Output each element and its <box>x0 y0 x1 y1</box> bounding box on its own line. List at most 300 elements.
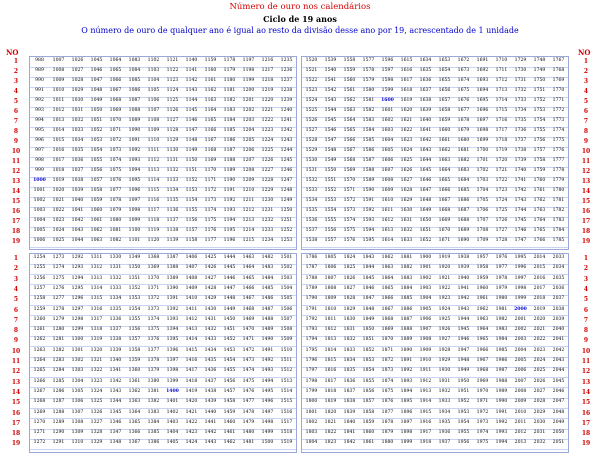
year-cell: 1754 <box>533 118 546 123</box>
year-cell: 2031 <box>533 430 546 436</box>
golden-number-label: 5 <box>13 296 19 304</box>
year-cell: 1308 <box>71 419 84 425</box>
year-cell: 1192 <box>223 198 236 203</box>
golden-number-label: 10 <box>581 347 591 355</box>
year-cell: 1068 <box>109 98 122 103</box>
year-cell: 1743 <box>514 198 527 203</box>
year-cell: 1896 <box>400 409 413 415</box>
year-cell: 1125 <box>166 98 179 103</box>
year-cell: 1486 <box>261 296 274 302</box>
year-cell: 1397 <box>166 358 179 363</box>
year-cell: 1074 <box>109 158 122 163</box>
year-cell: 1885 <box>400 296 413 302</box>
year-cell: 1650 <box>419 218 432 223</box>
year-cell: 2006 <box>514 368 527 374</box>
year-cell: 1201 <box>242 98 255 103</box>
year-cell: 1543 <box>324 98 337 103</box>
year-cell: 1674 <box>457 78 470 83</box>
year-cell: 1774 <box>552 128 565 133</box>
year-cell: 1946 <box>457 337 470 343</box>
year-cell: 1842 <box>343 440 356 446</box>
year-cell: 1915 <box>419 409 432 415</box>
year-cell: 1442 <box>204 430 217 436</box>
year-cell: 1936 <box>438 430 451 436</box>
year-cell: 1392 <box>166 306 179 312</box>
year-cell: 1119 <box>147 228 160 233</box>
golden-number-label: 16 <box>581 208 591 215</box>
year-cell: 1882 <box>400 265 413 271</box>
year-cell: 1267 <box>33 388 46 394</box>
year-cell: 1248 <box>280 188 293 193</box>
year-cell: 1651 <box>419 228 432 233</box>
golden-number-label: 13 <box>11 378 21 386</box>
year-cell: 1009 <box>52 78 65 83</box>
year-cell: 1744 <box>514 208 527 213</box>
year-cell: 1887 <box>400 316 413 322</box>
year-cell: 1519 <box>280 440 293 446</box>
year-cell: 1438 <box>204 388 217 394</box>
golden-number-label: 18 <box>11 228 21 235</box>
year-cell: 1383 <box>147 409 160 415</box>
year-cell: 2033 <box>552 255 565 260</box>
year-cell: 1025 <box>52 238 65 243</box>
year-cell: 1973 <box>476 419 489 425</box>
year-cell: 2027 <box>533 388 546 394</box>
year-cell: 1310 <box>71 440 84 446</box>
year-cell: 1954 <box>457 419 470 425</box>
year-cell: 1829 <box>343 306 356 312</box>
year-cell: 1454 <box>223 358 236 363</box>
year-cell: 1408 <box>185 275 198 281</box>
year-cell: 1023 <box>52 218 65 223</box>
year-cell: 1703 <box>476 178 489 183</box>
year-cell: 988 <box>35 58 44 63</box>
year-cell: 1614 <box>381 238 394 243</box>
year-cell: 1605 <box>381 148 394 153</box>
year-cell: 1348 <box>109 440 122 446</box>
year-grid-lower-left <box>30 255 296 451</box>
year-cell: 1459 <box>223 409 236 415</box>
golden-number-label: 16 <box>11 409 21 417</box>
year-cell: 1352 <box>128 285 141 291</box>
row-divider <box>30 147 296 148</box>
year-cell: 1747 <box>514 238 527 243</box>
golden-number-label: 19 <box>11 440 21 448</box>
year-cell: 1368 <box>147 255 160 260</box>
year-cell: 1466 <box>242 285 255 291</box>
year-cell: 1537 <box>305 228 318 233</box>
year-cell: 1510 <box>280 347 293 353</box>
year-cell: 1788 <box>305 275 318 281</box>
year-cell: 1050 <box>90 108 103 113</box>
year-cell: 1964 <box>476 327 489 333</box>
year-cell: 1613 <box>381 228 394 233</box>
year-cell: 1004 <box>33 218 46 223</box>
year-cell: 1075 <box>109 168 122 173</box>
year-cell: 1039 <box>71 188 84 193</box>
year-cell: 1528 <box>305 138 318 143</box>
year-cell: 1962 <box>476 306 489 312</box>
year-cell: 1109 <box>147 128 160 133</box>
row-divider <box>30 247 296 248</box>
year-cell: 1014 <box>52 128 65 133</box>
year-cell: 1806 <box>324 265 337 271</box>
year-cell: 1153 <box>185 188 198 193</box>
year-cell: 1732 <box>514 88 527 93</box>
golden-number-label: 3 <box>13 78 19 85</box>
year-cell: 1070 <box>109 118 122 123</box>
year-cell: 1169 <box>204 158 217 163</box>
year-cell: 1839 <box>343 409 356 415</box>
year-cell: 1493 <box>261 368 274 374</box>
year-cell: 1180 <box>223 78 236 83</box>
year-cell: 1567 <box>343 148 356 153</box>
year-cell: 1872 <box>381 358 394 363</box>
year-cell: 1746 <box>514 228 527 233</box>
year-cell: 996 <box>35 138 44 143</box>
year-cell: 1850 <box>362 327 375 333</box>
year-grid-lower-right <box>302 255 568 451</box>
year-cell: 1191 <box>223 188 236 193</box>
year-cell: 1363 <box>128 399 141 405</box>
year-cell: 1259 <box>33 306 46 312</box>
year-cell: 1104 <box>147 78 160 83</box>
year-cell: 1123 <box>166 78 179 83</box>
year-cell: 1891 <box>400 358 413 363</box>
year-cell: 1583 <box>362 118 375 123</box>
year-cell: 1311 <box>90 255 103 260</box>
year-cell: 1809 <box>324 296 337 302</box>
year-cell: 1606 <box>381 158 394 163</box>
year-cell: 1231 <box>261 208 274 213</box>
row-divider <box>302 449 568 450</box>
golden-number-label: 2 <box>583 265 589 273</box>
year-cell: 1314 <box>90 285 103 291</box>
year-cell: 1340 <box>109 358 122 363</box>
year-cell: 1686 <box>457 198 470 203</box>
year-cell: 1491 <box>261 347 274 353</box>
year-cell: 1920 <box>438 265 451 271</box>
golden-number-label: 14 <box>581 388 591 396</box>
year-cell: 1857 <box>362 399 375 405</box>
year-cell: 1874 <box>381 378 394 384</box>
row-divider <box>302 77 568 78</box>
year-cell: 1343 <box>109 388 122 394</box>
year-cell: 1661 <box>438 138 451 143</box>
year-cell: 1869 <box>381 327 394 333</box>
year-cell: 1274 <box>52 265 65 271</box>
year-cell: 1607 <box>381 168 394 173</box>
year-cell: 1988 <box>495 378 508 384</box>
row-divider <box>30 408 296 409</box>
row-divider <box>30 137 296 138</box>
year-cell: 1846 <box>362 285 375 291</box>
year-cell: 1582 <box>362 108 375 113</box>
year-cell: 1708 <box>476 228 489 233</box>
year-cell: 1296 <box>71 296 84 302</box>
year-cell: 1736 <box>514 128 527 133</box>
year-cell: 1521 <box>305 68 318 73</box>
year-cell: 1422 <box>185 419 198 425</box>
year-cell: 1457 <box>223 388 236 394</box>
year-cell: 1419 <box>185 388 198 394</box>
year-cell: 1580 <box>362 88 375 93</box>
year-cell: 1634 <box>419 58 432 63</box>
golden-number-label: 15 <box>11 399 21 407</box>
year-cell: 1781 <box>552 198 565 203</box>
year-cell: 1769 <box>552 78 565 83</box>
year-cell: 1490 <box>261 337 274 343</box>
year-cell: 1727 <box>495 228 508 233</box>
year-cell: 1972 <box>476 409 489 415</box>
year-cell: 1638 <box>419 98 432 103</box>
year-cell: 1680 <box>457 138 470 143</box>
year-cell: 1402 <box>166 409 179 415</box>
golden-number-label: 11 <box>581 158 591 165</box>
year-cell: 2019 <box>533 306 546 312</box>
year-cell: 1406 <box>185 255 198 260</box>
year-cell: 1425 <box>204 255 217 260</box>
year-cell: 1919 <box>438 255 451 260</box>
year-cell: 1817 <box>324 378 337 384</box>
year-cell: 1796 <box>305 358 318 363</box>
row-divider <box>302 237 568 238</box>
year-cell: 1092 <box>128 148 141 153</box>
year-cell: 1007 <box>52 58 65 63</box>
golden-number-label: 2 <box>583 68 589 75</box>
year-cell: 1989 <box>495 388 508 394</box>
year-cell: 1831 <box>343 327 356 333</box>
year-cell: 1481 <box>242 440 255 446</box>
year-cell: 1209 <box>242 178 255 183</box>
year-cell: 1712 <box>495 78 508 83</box>
year-cell: 994 <box>35 118 44 123</box>
year-cell: 1538 <box>305 238 318 243</box>
year-cell: 1238 <box>280 88 293 93</box>
golden-number-label: 14 <box>11 188 21 195</box>
year-cell: 1404 <box>166 430 179 436</box>
year-cell: 1616 <box>400 68 413 73</box>
year-cell: 1894 <box>400 388 413 394</box>
year-cell: 1740 <box>514 168 527 173</box>
year-cell: 1379 <box>147 368 160 374</box>
year-cell: 1499 <box>261 430 274 436</box>
golden-number-label: 5 <box>13 98 19 105</box>
golden-number-label: 6 <box>583 108 589 115</box>
golden-number-label: 15 <box>581 198 591 205</box>
year-cell: 1782 <box>552 208 565 213</box>
year-cell: 1628 <box>400 188 413 193</box>
year-cell: 1335 <box>109 306 122 312</box>
year-cell: 1049 <box>90 98 103 103</box>
year-cell: 1909 <box>419 347 432 353</box>
year-cell: 1139 <box>166 238 179 243</box>
year-cell: 1067 <box>109 88 122 93</box>
golden-number-label: 11 <box>11 358 21 365</box>
year-cell: 1619 <box>400 98 413 103</box>
year-cell: 1286 <box>52 388 65 394</box>
year-cell: 2034 <box>552 265 565 271</box>
year-cell: 1170 <box>204 168 217 173</box>
year-cell: 1652 <box>419 238 432 243</box>
row-divider <box>302 127 568 128</box>
row-divider <box>302 177 568 178</box>
year-cell: 1414 <box>185 337 198 343</box>
year-cell: 1785 <box>552 238 565 243</box>
year-cell: 1072 <box>109 138 122 143</box>
year-cell: 1591 <box>362 198 375 203</box>
year-cell: 1598 <box>381 78 394 83</box>
year-cell: 1939 <box>457 265 470 271</box>
year-cell: 1602 <box>381 118 394 123</box>
row-divider <box>30 377 296 378</box>
year-cell: 1623 <box>400 138 413 143</box>
golden-number-label: 12 <box>581 368 591 376</box>
year-cell: 1210 <box>242 188 255 193</box>
year-cell: 1670 <box>438 228 451 233</box>
year-cell: 1053 <box>90 138 103 143</box>
year-cell: 1268 <box>33 399 46 405</box>
year-cell: 1930 <box>438 368 451 374</box>
page-description: O número de ouro de qualquer ano é igual ao resto da divisão desse ano por 19, acrescentado de 1 unidade <box>81 26 519 35</box>
year-cell: 1154 <box>185 198 198 203</box>
year-cell: 1830 <box>343 316 356 322</box>
year-cell: 1752 <box>533 98 546 103</box>
year-cell: 1945 <box>457 327 470 333</box>
year-cell: 1155 <box>185 208 198 213</box>
year-cell: 1282 <box>52 347 65 353</box>
year-cell: 1364 <box>128 409 141 415</box>
year-cell: 1198 <box>242 68 255 73</box>
year-cell: 1226 <box>261 158 274 163</box>
year-cell: 1992 <box>495 419 508 425</box>
year-cell: 1076 <box>109 178 122 183</box>
year-cell: 1006 <box>33 238 46 243</box>
row-divider <box>302 429 568 430</box>
year-cell: 1450 <box>223 316 236 322</box>
year-cell: 1847 <box>362 296 375 302</box>
year-cell: 1078 <box>109 198 122 203</box>
year-cell: 1212 <box>242 208 255 213</box>
year-cell: 1204 <box>242 128 255 133</box>
year-cell: 1720 <box>495 158 508 163</box>
year-cell: 1217 <box>261 68 274 73</box>
year-cell: 2005 <box>514 358 527 363</box>
year-cell: 1923 <box>438 296 451 302</box>
year-cell: 1820 <box>324 409 337 415</box>
golden-number-label: 9 <box>583 138 589 145</box>
year-cell: 1706 <box>476 208 489 213</box>
year-cell: 1664 <box>438 168 451 173</box>
year-cell: 1164 <box>204 108 217 113</box>
year-cell: 1401 <box>166 399 179 405</box>
year-cell: 1721 <box>495 168 508 173</box>
year-cell: 1663 <box>438 158 451 163</box>
year-cell: 2008 <box>514 388 527 394</box>
year-cell: 1066 <box>109 78 122 83</box>
row-divider <box>302 305 568 306</box>
row-divider <box>30 326 296 327</box>
year-cell: 1997 <box>514 275 527 281</box>
year-cell: 1245 <box>280 158 293 163</box>
year-cell: 1982 <box>495 316 508 322</box>
year-cell: 1789 <box>305 285 318 291</box>
year-cell: 1804 <box>305 440 318 446</box>
golden-number-label: 4 <box>13 285 19 293</box>
golden-number-label: 4 <box>583 88 589 95</box>
row-divider <box>302 137 568 138</box>
year-cell: 1465 <box>242 275 255 281</box>
year-cell: 1866 <box>381 296 394 302</box>
year-cell: 1254 <box>33 255 46 260</box>
year-cell: 1410 <box>185 296 198 302</box>
year-cell: 1937 <box>438 440 451 446</box>
year-cell: 1833 <box>343 347 356 353</box>
golden-number-label: 1 <box>583 255 589 262</box>
year-cell: 1114 <box>147 178 160 183</box>
year-cell: 1448 <box>223 296 236 302</box>
year-cell: 1262 <box>33 337 46 343</box>
year-cell: 1037 <box>71 168 84 173</box>
year-cell: 1146 <box>185 118 198 123</box>
year-cell: 1293 <box>71 265 84 271</box>
row-divider <box>30 264 296 265</box>
year-cell: 1161 <box>204 78 217 83</box>
row-divider <box>302 187 568 188</box>
year-cell: 1841 <box>343 430 356 436</box>
year-cell: 1513 <box>280 378 293 384</box>
year-cell: 1889 <box>400 337 413 343</box>
year-cell: 1813 <box>324 337 337 343</box>
year-cell: 1289 <box>52 419 65 425</box>
year-cell: 1477 <box>242 399 255 405</box>
year-cell: 1705 <box>476 198 489 203</box>
year-cell: 1347 <box>109 430 122 436</box>
year-cell: 2044 <box>552 368 565 374</box>
year-cell: 1637 <box>419 88 432 93</box>
row-divider <box>302 157 568 158</box>
year-cell: 1057 <box>90 178 103 183</box>
year-cell: 1317 <box>90 316 103 322</box>
year-cell: 1728 <box>495 238 508 243</box>
year-cell: 1385 <box>147 430 160 436</box>
year-cell: 1255 <box>33 265 46 271</box>
year-cell: 1832 <box>343 337 356 343</box>
year-cell: 1586 <box>362 148 375 153</box>
year-cell: 1003 <box>33 208 46 213</box>
golden-number-label: 10 <box>11 148 21 155</box>
year-cell: 1235 <box>280 58 293 63</box>
year-cell: 1380 <box>147 378 160 384</box>
year-cell: 1148 <box>185 138 198 143</box>
year-cell: 2040 <box>552 327 565 333</box>
year-cell: 1854 <box>362 368 375 374</box>
golden-number-label: 2 <box>13 265 19 273</box>
year-cell: 1506 <box>280 306 293 312</box>
year-cell: 1108 <box>147 118 160 123</box>
year-cell: 1987 <box>495 368 508 374</box>
year-cell: 1079 <box>109 208 122 213</box>
year-cell: 2043 <box>552 358 565 363</box>
year-cell: 1880 <box>381 440 394 446</box>
year-cell: 1855 <box>362 378 375 384</box>
year-cell: 1034 <box>71 138 84 143</box>
year-cell: 1718 <box>495 138 508 143</box>
year-cell: 1852 <box>362 347 375 353</box>
year-cell: 1016 <box>52 148 65 153</box>
year-cell: 2009 <box>514 399 527 405</box>
year-cell: 1084 <box>128 68 141 73</box>
